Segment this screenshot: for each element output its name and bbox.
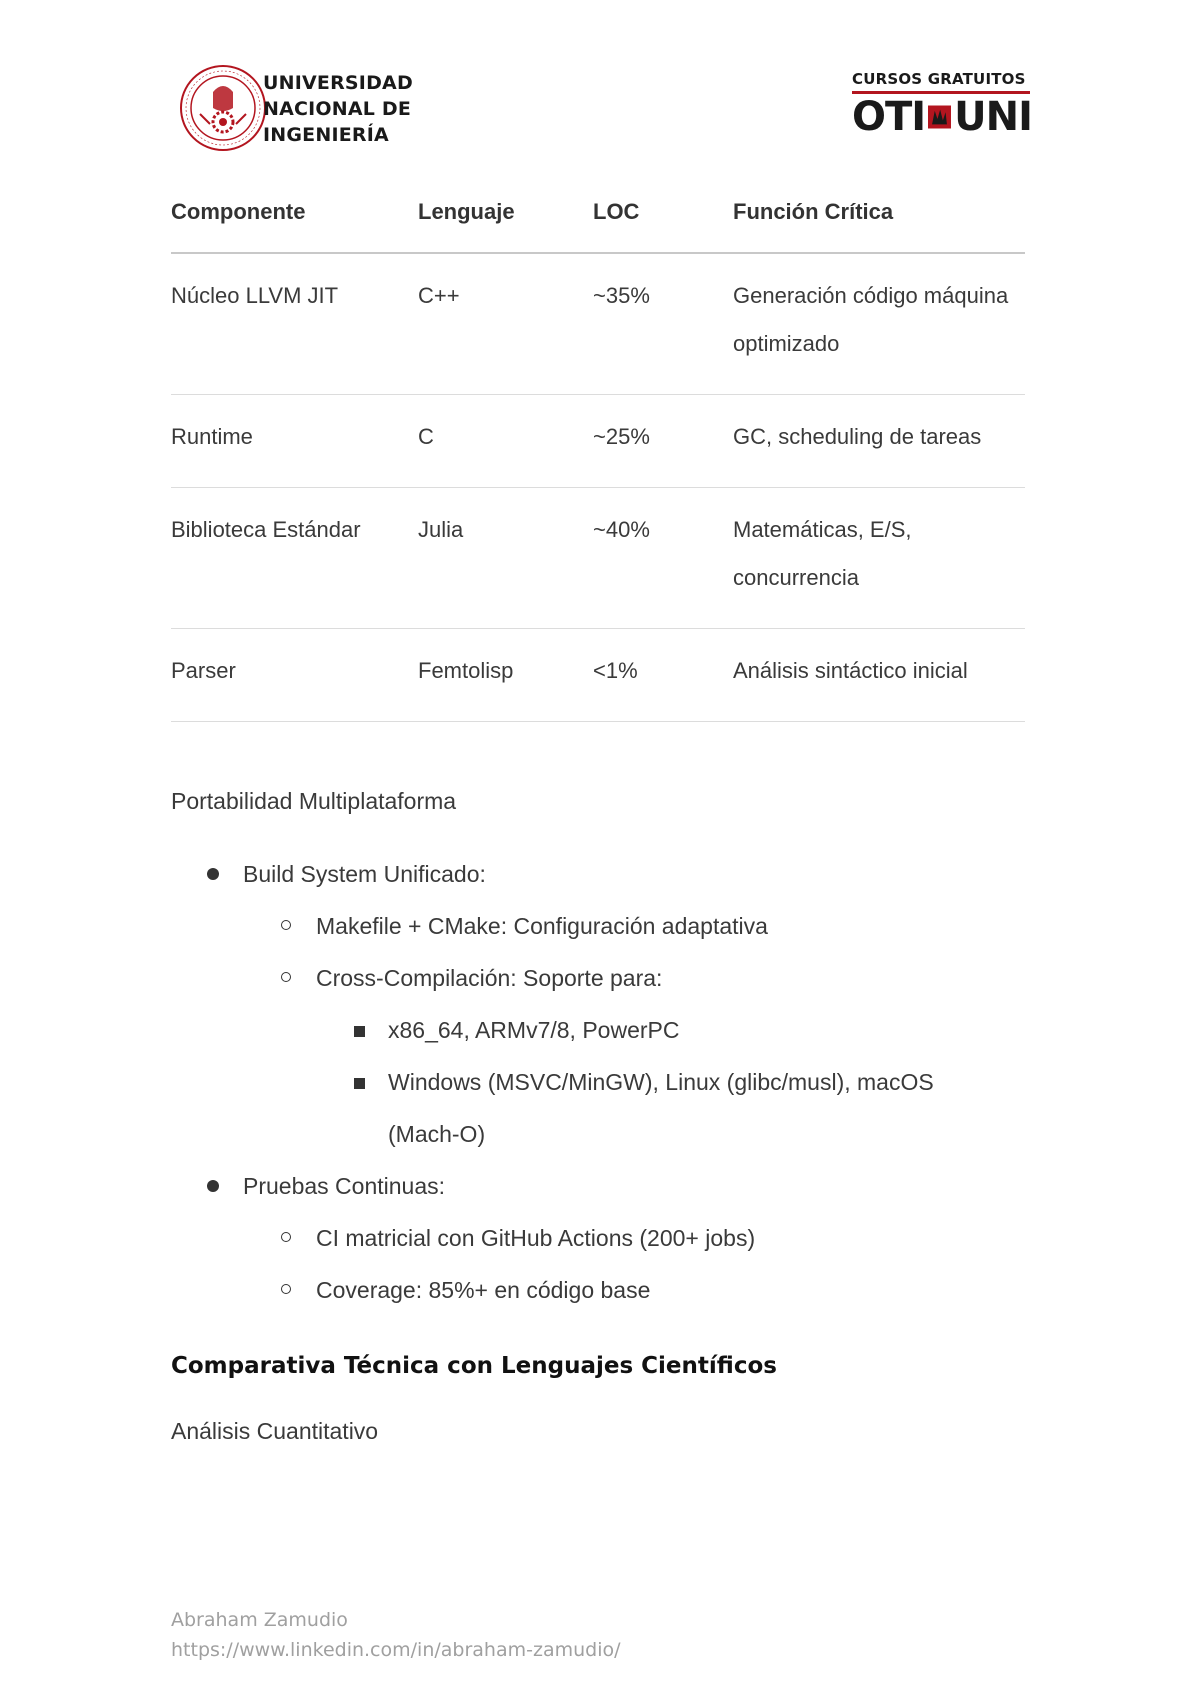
components-table <box>171 172 1025 722</box>
footer-author: Abraham Zamudio <box>171 1609 348 1631</box>
brand-right: UNI <box>954 94 1032 140</box>
cell-loc: ~35% <box>593 283 650 308</box>
bullet-square-icon <box>354 1078 365 1089</box>
list-item: Build System Unificado: <box>171 848 1031 900</box>
bullet-circle-icon <box>281 920 291 930</box>
oti-mark-icon <box>928 100 951 134</box>
header-componente: Componente <box>171 172 418 253</box>
table-row <box>171 629 1025 722</box>
list-item: Makefile + CMake: Configuración adaptativa <box>171 900 1031 952</box>
cell-funcion: GC, scheduling de tareas <box>733 424 982 449</box>
cell-componente: Biblioteca Estándar <box>171 517 361 542</box>
cell-componente: Runtime <box>171 424 253 449</box>
table-row <box>171 253 1025 395</box>
bullet-circle-icon <box>281 1284 291 1294</box>
cell-lenguaje: Julia <box>418 517 464 542</box>
cell-lenguaje: C <box>418 424 434 449</box>
bullet-circle-icon <box>281 1232 291 1242</box>
portability-title: Portabilidad Multiplataforma <box>171 788 457 814</box>
cell-funcion: Análisis sintáctico inicial <box>733 658 968 683</box>
table-row <box>171 395 1025 488</box>
page-header <box>0 0 1192 170</box>
courses-label: CURSOS GRATUITOS <box>852 70 1026 88</box>
list-item: CI matricial con GitHub Actions (200+ jobs) <box>171 1212 1031 1264</box>
table-row <box>171 488 1025 629</box>
bullet-disc-icon <box>207 868 219 880</box>
subsection-title: Análisis Cuantitativo <box>171 1418 379 1444</box>
cell-loc: ~40% <box>593 517 650 542</box>
cell-lenguaje: C++ <box>418 283 460 308</box>
footer-url[interactable]: https://www.linkedin.com/in/abraham-zamudio/ <box>171 1639 621 1661</box>
header-funcion: Función Crítica <box>733 172 1025 253</box>
cell-lenguaje: Femtolisp <box>418 658 514 683</box>
list-item: x86_64, ARMv7/8, PowerPC <box>171 1004 1031 1056</box>
bullet-square-icon <box>354 1026 365 1037</box>
bullet-circle-icon <box>281 972 291 982</box>
university-name: UNIVERSIDAD NACIONAL DE INGENIERÍA <box>263 72 413 146</box>
cell-componente: Parser <box>171 658 236 683</box>
university-seal-icon <box>178 62 268 154</box>
list-item: Cross-Compilación: Soporte para: <box>171 952 1031 1004</box>
list-item: Pruebas Continuas: <box>171 1160 1031 1212</box>
page-footer <box>171 1605 621 1665</box>
section-heading: Comparativa Técnica con Lenguajes Científicos <box>171 1353 777 1379</box>
table-header-row <box>171 172 1025 253</box>
list-item: Windows (MSVC/MinGW), Linux (glibc/musl), macOS <box>171 1056 1031 1108</box>
list-item: Coverage: 85%+ en código base <box>171 1264 1031 1316</box>
list-item-continuation: (Mach-O) <box>388 1121 486 1147</box>
cell-loc: ~25% <box>593 424 650 449</box>
cell-funcion: Matemáticas, E/S, concurrencia <box>733 517 912 590</box>
bullet-disc-icon <box>207 1180 219 1192</box>
cell-loc: <1% <box>593 658 638 683</box>
header-lenguaje: Lenguaje <box>418 172 593 253</box>
cell-componente: Núcleo LLVM JIT <box>171 283 339 308</box>
cell-funcion: Generación código máquina optimizado <box>733 283 1009 356</box>
brand-left: OTI <box>852 94 926 140</box>
oti-uni-logo <box>852 70 1032 140</box>
portability-list <box>171 848 1031 1316</box>
header-loc: LOC <box>593 172 733 253</box>
